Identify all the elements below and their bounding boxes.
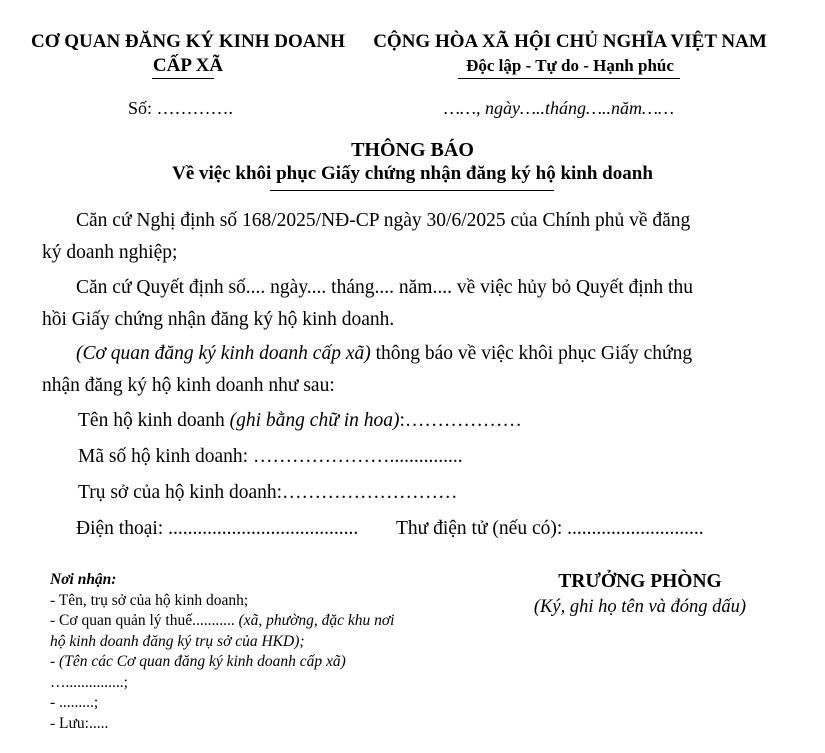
country-name: CỘNG HÒA XÃ HỘI CHỦ NGHĨA VIỆT NAM: [373, 31, 767, 52]
document-date: ……, ngày…..tháng…..năm……: [444, 98, 675, 118]
recipient-tax-office-hint: (xã, phường, đặc khu nơi: [234, 612, 395, 629]
recipient-item: - Tên, trụ sở của hộ kinh doanh;: [50, 591, 249, 609]
business-name-label: Tên hộ kinh doanh: [78, 410, 230, 431]
legal-basis-2: [76, 272, 693, 304]
document-number: Số: ………….: [128, 98, 234, 118]
agency-name: CƠ QUAN ĐĂNG KÝ KINH DOANH: [30, 31, 346, 52]
document-subtitle: Về việc khôi phục Giấy chứng nhận đăng ký hộ kinh doanh: [172, 163, 653, 184]
agency-level: CẤP XÃ: [152, 55, 224, 76]
national-motto: Độc lập - Tự do - Hạnh phúc: [466, 56, 674, 75]
signature-instruction: (Ký, ghi họ tên và đóng dấu): [533, 597, 747, 617]
email-field: [396, 513, 704, 545]
legal-basis-2-cont: [42, 304, 394, 336]
recipients-heading: Nơi nhận:: [50, 571, 117, 588]
recipient-dash: -: [50, 653, 60, 670]
business-office-text: Trụ sở của hộ kinh doanh:………………………: [78, 482, 458, 503]
recipient-item: - Lưu:.....: [50, 714, 109, 732]
recipient-item: - .........;: [50, 694, 99, 711]
recipient-item: [50, 652, 394, 673]
business-name-field: [78, 405, 522, 437]
legal-basis-2-line1: Căn cứ Quyết định số.... ngày.... tháng.... năm.... về việc hủy bỏ Quyết định thu: [76, 277, 693, 298]
notice-statement-cont: [42, 370, 335, 402]
email-text: Thư điện tử (nếu có): ............................: [396, 518, 704, 539]
notice-statement: [76, 338, 692, 370]
document-title: THÔNG BÁO: [351, 139, 474, 161]
phone-field: [76, 513, 358, 545]
business-office-field: [78, 477, 458, 509]
motto-underline: [458, 78, 680, 79]
recipient-item-cont: hộ kinh doanh đăng ký trụ sở của HKD);: [50, 632, 305, 650]
legal-basis-1: [76, 205, 690, 237]
business-name-blank: :………………: [399, 410, 522, 431]
business-code-field: [78, 441, 463, 473]
signature-block: [470, 570, 810, 620]
agency-underline: [152, 78, 214, 79]
legal-basis-1-cont: [42, 237, 177, 269]
recipients-block: [50, 570, 394, 734]
subtitle-underline: [270, 190, 554, 191]
national-header: [368, 30, 772, 78]
signer-role: TRƯỞNG PHÒNG: [558, 571, 722, 592]
legal-basis-1-line1: Căn cứ Nghị định số 168/2025/NĐ-CP ngày 30/6/2025 của Chính phủ về đăng: [76, 210, 691, 231]
recipient-tax-office: - Cơ quan quản lý thuế...........: [50, 612, 235, 629]
recipient-item-cont: …...............;: [50, 673, 128, 691]
legal-basis-1-line2: ký doanh nghiệp;: [42, 242, 178, 263]
recipient-item: [50, 611, 394, 632]
recipient-agencies-hint: (Tên các Cơ quan đăng ký kinh doanh cấp xã): [59, 653, 346, 670]
business-code-text: Mã số hộ kinh doanh: …………………...............: [78, 446, 463, 467]
legal-basis-2-line2: hồi Giấy chứng nhận đăng ký hộ kinh doanh.: [42, 309, 395, 330]
phone-text: Điện thoại: .......................................: [76, 518, 359, 539]
issuing-agency: [22, 30, 354, 78]
agency-placeholder: (Cơ quan đăng ký kinh doanh cấp xã): [76, 343, 371, 364]
notice-statement-line2: nhận đăng ký hộ kinh doanh như sau:: [42, 375, 335, 396]
notice-statement-text: thông báo về việc khôi phục Giấy chứng: [370, 343, 693, 364]
business-name-hint: (ghi bằng chữ in hoa): [229, 410, 400, 431]
